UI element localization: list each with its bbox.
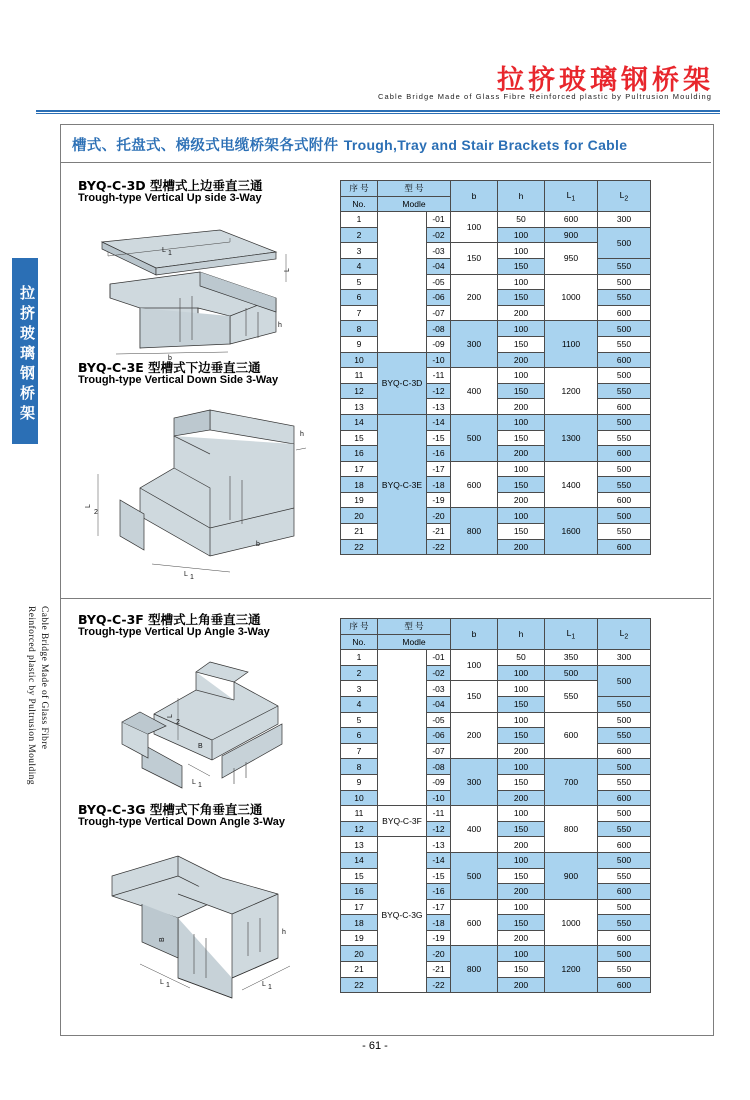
cell-h: 50 (498, 212, 545, 228)
block-3-title-cn: BYQ-C-3F 型槽式上角垂直三通 (78, 612, 261, 627)
table-row: 8 -08 300 100 700 500 (341, 759, 651, 775)
table-2-body (341, 650, 651, 993)
table-row: 15 -15 150 550 (341, 868, 651, 884)
th-no-cn: 序 号 (341, 181, 378, 197)
table-row: 20 -20 800 100 1200 500 (341, 946, 651, 962)
drawing-byq-c-3d (80, 212, 325, 362)
th2-no-en: No. (341, 634, 378, 650)
svg-text:1: 1 (166, 982, 170, 989)
th-model-cn: 型 号 (378, 181, 451, 197)
cell2-model-blank (378, 650, 427, 806)
table-row: 18 -18 150 550 (341, 477, 651, 493)
table-row: 3 -03 150 100 550 (341, 681, 651, 697)
drawing-byq-c-3f (82, 648, 322, 808)
table-row: 22 -22 200 600 (341, 539, 651, 555)
svg-text:b: b (168, 355, 172, 362)
svg-text:L: L (284, 268, 291, 272)
header-title-cn: 拉挤玻璃钢桥架 (497, 65, 714, 96)
cell-b: 100 (451, 212, 498, 243)
table-row: 15 -15 150 550 (341, 430, 651, 446)
cell2-model-3g: BYQ-C-3G (378, 837, 427, 993)
cell-model-3e: BYQ-C-3E (378, 414, 427, 554)
divider-middle (61, 598, 711, 599)
header-rule (36, 110, 720, 112)
table-row: 7 -07 200 600 (341, 743, 651, 759)
table-row: 3 -03 150 100 950 (341, 243, 651, 259)
svg-text:1: 1 (190, 574, 194, 581)
table-row: 17 -17 600 100 1400 500 (341, 461, 651, 477)
block-1-title-en: Trough-type Vertical Up side 3-Way (78, 192, 262, 204)
table-row: 17 -17 600 100 1000 500 (341, 899, 651, 915)
table-2-head (341, 619, 651, 650)
cell-model-blank (378, 212, 427, 352)
table-row: 6 -06 150 550 (341, 728, 651, 744)
table-row: 7 -07 200 600 (341, 305, 651, 321)
divider-top (61, 162, 711, 163)
section-title-cn: 槽式、托盘式、梯级式电缆桥架各式附件 (72, 138, 339, 154)
svg-text:L: L (160, 979, 164, 986)
table-1-body (341, 212, 651, 555)
block-3-title-en: Trough-type Vertical Up Angle 3-Way (78, 626, 270, 638)
svg-text:2: 2 (176, 719, 180, 726)
table-row: 5 -05 200 100 600 500 (341, 712, 651, 728)
table-row: 1 -01 100 50 350 300 (341, 650, 651, 666)
table-row: 10 -10 200 600 (341, 790, 651, 806)
svg-text:h: h (282, 929, 286, 936)
svg-text:B: B (159, 937, 166, 942)
table-row: 14 -14 500 100 900 500 (341, 852, 651, 868)
svg-text:B: B (198, 743, 203, 750)
cell-no: 1 (341, 212, 378, 228)
th2-h: h (498, 619, 545, 650)
th-l2: $L_2$ (598, 181, 651, 212)
svg-text:L: L (262, 981, 266, 988)
page-header (0, 0, 750, 118)
svg-text:b: b (256, 541, 260, 548)
cell-code: -01 (427, 212, 451, 228)
svg-text:2: 2 (94, 509, 98, 516)
svg-text:L: L (85, 504, 92, 508)
table-row: 9 -09 150 550 (341, 336, 651, 352)
svg-text:L: L (162, 247, 166, 254)
th-b: b (451, 181, 498, 212)
table-row: 5 -05 200 100 1000 500 (341, 274, 651, 290)
table-row: 16 -16 200 600 (341, 446, 651, 462)
cell-model-3d: BYQ-C-3D (378, 352, 427, 414)
table-row: 20 -20 800 100 1600 500 (341, 508, 651, 524)
th2-model-cn: 型 号 (378, 619, 451, 635)
th-no-en: No. (341, 196, 378, 212)
th2-l2: $L_2$ (598, 619, 651, 650)
header-title-en: Cable Bridge Made of Glass Fibre Reinforced plastic by Pultrusion Moulding (377, 92, 712, 101)
block-4-title-cn: BYQ-C-3G 型槽式下角垂直三通 (78, 802, 263, 817)
table-row (341, 212, 651, 228)
table-row: 12 -12 150 550 (341, 383, 651, 399)
svg-text:h: h (278, 322, 282, 329)
table-row: 13 -13 200 600 (341, 399, 651, 415)
side-vertical-text: Cable Bridge Made of Glass Fibre Reinforced plastic by Pultrusion Moulding (26, 606, 49, 785)
table-row: 6 -06 150 550 (341, 290, 651, 306)
table-row: 22 -22 200 600 (341, 977, 651, 993)
table-row: 13 BYQ-C-3G -13 200 600 (341, 837, 651, 853)
svg-text:L: L (184, 571, 188, 578)
th2-b: b (451, 619, 498, 650)
drawing-byq-c-3g (82, 838, 327, 1013)
table-row: 8 -08 300 100 1100 500 (341, 321, 651, 337)
th2-l1: $L_1$ (545, 619, 598, 650)
svg-text:1: 1 (198, 782, 202, 789)
table-row: 16 -16 200 600 (341, 884, 651, 900)
th-l1: $L_1$ (545, 181, 598, 212)
table-row: 2 -02 100 900 500 (341, 227, 651, 243)
th-model-en: Modle (378, 196, 451, 212)
table-row: 9 -09 150 550 (341, 774, 651, 790)
svg-text:1: 1 (268, 984, 272, 991)
side-tab: 拉挤玻璃钢桥架 (12, 258, 38, 444)
block-1-title-cn: BYQ-C-3D 型槽式上边垂直三通 (78, 178, 263, 193)
table-row: 12 -12 150 550 (341, 821, 651, 837)
th-h: h (498, 181, 545, 212)
svg-text:L: L (192, 779, 196, 786)
table-row: 4 -04 150 550 (341, 696, 651, 712)
table-row: 2 -02 100 500 500 (341, 665, 651, 681)
block-2-title-en: Trough-type Vertical Down Side 3-Way (78, 374, 279, 386)
svg-text:1: 1 (168, 250, 172, 257)
svg-text:h: h (300, 431, 304, 438)
table-row: 21 -21 150 550 (341, 524, 651, 540)
drawing-byq-c-3e (80, 396, 325, 586)
table-1-head (341, 181, 651, 212)
section-title-en: Trough,Tray and Stair Brackets for Cable (343, 137, 628, 153)
th2-no-cn: 序 号 (341, 619, 378, 635)
section-title (72, 134, 627, 155)
spec-table-1 (340, 180, 651, 555)
table-row: 19 -19 200 600 (341, 492, 651, 508)
page-number: - 61 - (362, 1040, 388, 1052)
table-row: 10 BYQ-C-3D -10 200 600 (341, 352, 651, 368)
cell2-model-3f: BYQ-C-3F (378, 806, 427, 837)
block-2-title-cn: BYQ-C-3E 型槽式下边垂直三通 (78, 360, 261, 375)
table-row: 19 -19 200 600 (341, 930, 651, 946)
table-row: 14 BYQ-C-3E -14 500 100 1300 500 (341, 414, 651, 430)
svg-text:L: L (167, 714, 174, 718)
table-row: 21 -21 150 550 (341, 962, 651, 978)
table-row: 4 -04 150 550 (341, 258, 651, 274)
table-row: 18 -18 150 550 (341, 915, 651, 931)
table-row: 11 -11 400 100 1200 500 (341, 368, 651, 384)
spec-table-2 (340, 618, 651, 993)
table-row: 11 BYQ-C-3F -11 400 100 800 500 (341, 806, 651, 822)
cell-l2: 300 (598, 212, 651, 228)
th2-model-en: Modle (378, 634, 451, 650)
cell-l1: 600 (545, 212, 598, 228)
header-rule-thin (36, 113, 720, 114)
block-4-title-en: Trough-type Vertical Down Angle 3-Way (78, 816, 285, 828)
